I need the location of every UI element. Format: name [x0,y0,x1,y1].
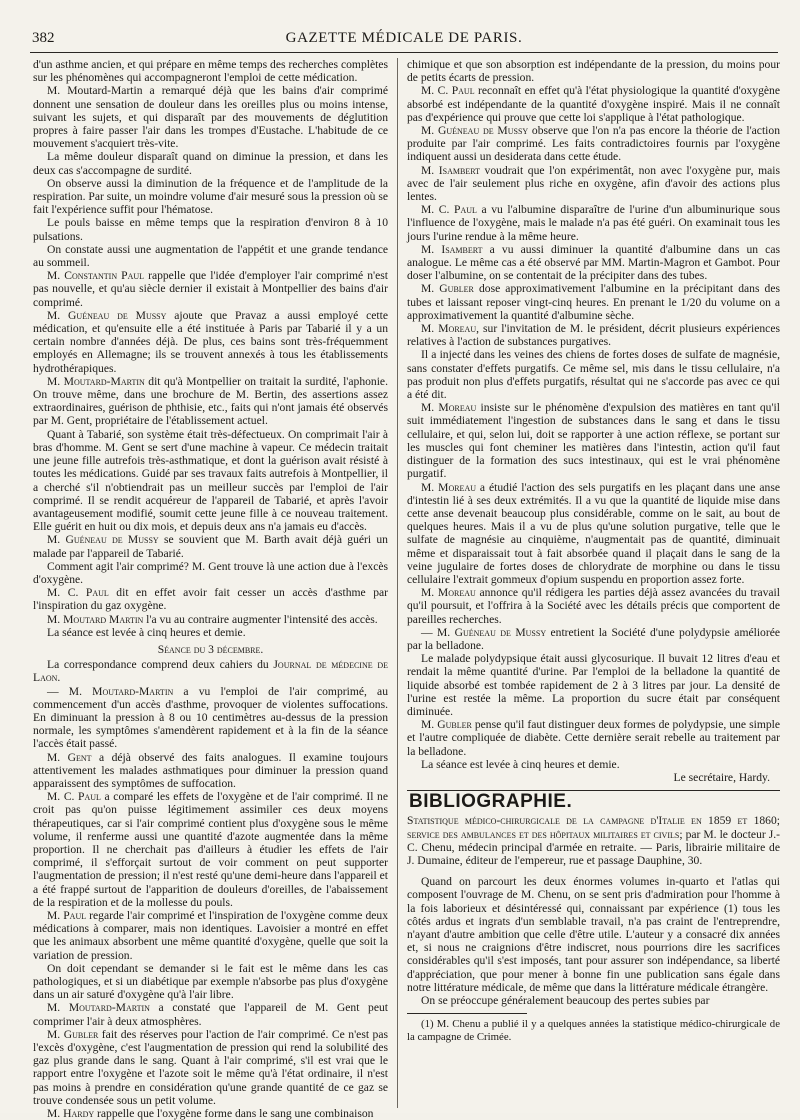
speaker-name: M. Gent [47,750,92,764]
paragraph [407,282,780,322]
speaker-name: M. Moreau [421,401,477,415]
paragraph: La séance est levée à cinq heures et demie. [421,757,620,771]
speaker-name: M. Moutard-Martin [47,1001,150,1015]
paragraph: Le pouls baisse en même temps que la respiration d'environ 8 à 10 pulsations. [33,216,388,243]
speaker-name: M. Moreau [421,322,477,336]
speaker-name: M. Constantin Paul [47,269,145,283]
speaker-name: M. Gubler [47,1027,99,1041]
header-rule [30,52,778,53]
paragraph [33,1028,388,1107]
speaker-name: M. Guéneau de Mussy [47,533,159,547]
paragraph: Comment agit l'air comprimé? M. Gent trouve là une action due à l'excès d'oxygène. [33,559,388,586]
speaker-name: M. Guéneau de Mussy [47,308,167,322]
paragraph-text: observe que l'on n'a pas encore la théorie de l'action produite par l'air comprimé. Les faits contradictoires fournis par l'oxygène indiquent aussi un desiderata dans cette étude. [407,124,780,164]
paragraph [33,1001,388,1027]
speaker-name: M. Moreau [421,586,476,600]
paragraph-text: reconnaît en effet qu'à l'état physiologique la quantité d'oxygène absorbé est indépendante de la quantité d'oxygène inspiré. Mais il ne connaît pas d'expérience qui prouve que cette loi s'applique à l'état pathologique. [407,84,780,124]
paragraph [33,658,388,684]
speaker-name: M. C. Paul [421,84,475,98]
paragraph [33,909,388,962]
paragraph-text: . [57,671,61,685]
speaker-name: M. Gubler [421,718,472,732]
speaker-name: M. Isambert [421,163,480,177]
journal-title: GAZETTE MÉDICALE DE PARIS. [285,30,523,46]
footnote-rule [407,1013,527,1014]
paragraph-text: a vu l'albumine disparaître de l'urine d'un albuminurique sous l'influence de l'oxygène, mais le malade n'a pas été guéri. On examinait tous les jours l'urine rendue à la même heure. [407,203,780,243]
paragraph-text: rappelle que l'oxygène forme dans le sang une combinaison [94,1107,374,1120]
speaker-name: M. Paul [47,909,87,922]
paragraph: chimique et que son absorption est indépendante de la pression, du moins pour de petits écarts de pression. [407,58,780,85]
paragraph [33,1107,388,1120]
paragraph [33,309,388,375]
book-details: par M. le docteur J.-C. Chenu, médecin principal d'armée en retraite. — Paris, librairie militaire de J. Dumaine, éditeur de l'empereur, rue et passage Dauphine, 30. [407,827,780,867]
paragraph [33,751,388,791]
speaker-name: — M. Guéneau de Mussy [421,625,547,639]
paragraph-text: a déjà observé des faits analogues. Il examine toujours attentivement les malades asthmatiques pour diminuer la pression quand apparaissent des symptômes de suffocation. [33,750,389,790]
paragraph-text: fait des réserves pour l'action de l'air comprimé. Ce n'est pas l'excès d'oxygène, c'est l'augmentation de pression qui rend la solubilité des gaz plus grande dans le sang. Quant à l'air comprimé, s'il est vrai que le rapport entre l'oxygène et l'azote soit le même qu'à l'état ordinaire, il n'est pas moins à prendre en considération qu'une grande quantité de ce gaz se trouve condensée sous un petit volume. [33,1027,389,1107]
paragraph: Quant à Tabarié, son système était très-défectueux. On comprimait l'air à bras d'homme. M. Gent se sert d'une machine à vapeur. Ce médecin traitait une jeune fille autrefois très-asthmatique, et dont la guérison avait résisté à toutes les médications. Guidé par ses travaux faits autrefois à Montpellier, il a cherché s'il n'obtiendrait pas un meilleur succès par l'emploi de l'air comprimé. Il se rendit acquéreur de l'appareil de Tabarié, et après l'avoir avantageusement modifié, soumit cette jeune fille à ce nouveau traitement. Elle guérit en huit ou dix mois, et depuis deux ans n'a jamais eu d'accès. [33,427,388,534]
paragraph [33,586,388,612]
right-column [407,58,780,1108]
journal-name: Journal de médecine de Laon [33,658,388,685]
paragraph [33,269,388,309]
paragraph-text: annonce qu'il rédigera les parties déjà assez avancées du travail qu'il poursuit, et l'offrira à la Société avec les détails précis que comportent de pareilles recherches. [407,586,780,626]
paragraph: M. Moutard-Martin a remarqué déjà que les bains d'air comprimé donnent une sensation de douleur dans les oreilles plus ou moins intense, suivant les sujets, et qui disparaît par des mouvements de déglutition propres à faire passer l'air dans les trompes d'Eustache. L'habitude de ce mouvement s'acquiert très-vite. [33,84,388,151]
paragraph-text: , sur l'invitation de M. le président, décrit plusieurs expériences relatives à l'action de substances purgatives. [407,322,780,349]
paragraph [33,685,388,751]
session-heading: Séance du 3 décembre. [157,642,264,656]
paragraph-text: regarde l'air comprimé et l'inspiration de l'oxygène comme deux médications à comparer, mais non identiques. Lavoisier a montré en effet que les animaux absorbent une même quantité d'oxygène, quelle que soit la variation de pression. [33,909,389,962]
speaker-name: M. Moutard Martin [47,612,144,626]
speaker-name: M. Moutard-Martin [47,374,145,388]
page-number: 382 [32,30,55,46]
speaker-name: M. C. Paul [47,586,109,600]
paragraph: On constate aussi une augmentation de l'appétit et une grande tendance au sommeil. [33,242,388,270]
paragraph: On observe aussi la diminution de la fréquence et de l'amplitude de la respiration. Par suite, un moindre volume d'air mesuré sous la pression où se fait l'expérience suffit pour l'hématose. [33,176,388,217]
speaker-name: M. Isambert [421,242,483,256]
speaker-name: M. Guéneau de Mussy [421,124,529,138]
paragraph-text: dit en effet avoir fait cesser un accès d'asthme par l'inspiration du gaz oxygène. [33,586,388,613]
paragraph: La même douleur disparaît quand on diminue la pression, et dans les deux cas s'accompagne de surdité. [33,150,388,177]
paragraph-text: a comparé les effets de l'oxygène et de l'air comprimé. Il ne croit pas qu'on puisse légitimement assimiler ces deux moyens thérapeutiques, car si l'air comprimé contient plus d'oxygène sous le même volume, il renferme aussi une quantité d'azote augmentée dans la même proportion. Il ne cherchait pas d'ailleurs à étudier les effets de l'air comprimé, il s'efforçait surtout de voir comment on peut supporter l'augmentation de pression; il n'est resté qu'une demi-heure dans l'appareil et a été frappé surtout de l'apparition de douleurs d'oreilles, de l'abaissement de la respiration et de la mollesse du pouls. [33,790,388,909]
paragraph: La séance est levée à cinq heures et demie. [47,625,246,639]
paragraph [33,613,388,626]
paragraph [407,401,780,480]
paragraph-text: l'a vu au contraire augmenter l'intensité des accès. [143,612,378,626]
section-title: BIBLIOGRAPHIE. [409,791,573,813]
paragraph-text: La correspondance comprend deux cahiers du [47,658,274,672]
speaker-name: M. Hardy [47,1107,95,1120]
paragraph-text: voudrait que l'on expérimentât, non avec l'oxygène pur, mais avec de l'air seulement plus riche en oxygène, afin d'avoir des actions plus lentes. [407,163,780,204]
paragraph: d'un asthme ancien, et qui prépare en même temps des recherches complètes sur les phénomènes qui accompagneront l'emploi de cette médication. [33,58,388,85]
paragraph: Le malade polydypsique était aussi glycosurique. Il buvait 12 litres d'eau et rendait la même quantité d'urine. Par l'emploi de la belladone la quantité de liquide absorbé est tombée rapidement de 2 à 3 litres par jour. La densité de l'urine est restée la même. La proportion du sucre était par conséquent diminuée. [407,652,780,718]
paragraph [407,124,780,164]
paragraph [407,481,780,587]
paragraph: On doit cependant se demander si le fait est le même dans les cas pathologiques, et si un diabétique par exemple n'absorbe pas plus d'oxygène dans un air saturé d'oxygène qu'à l'air libre. [33,961,388,1002]
speaker-name: M. Moreau [421,480,476,494]
paragraph-text: ajoute que Pravaz a aussi employé cette médication, et qu'ensuite elle a été instituée à Paris par Tabarié il y a un certain nombre d'années déjà. De plus, ces bains sont très-fréquemment employés en Allemagne; ils se trouvent annexés à tous les établissements hydrothérapiques. [33,308,388,375]
paragraph-text: a vu l'emploi de l'air comprimé, au commencement d'un accès d'asthme, provoquer de violentes suffocations. En diminuant la pression à 8 ou 10 centimètres au-dessus de la pression normale, les symptômes s'amendèrent rapidement et à la fin de la séance l'accès était passé. [33,684,388,751]
paragraph [407,626,780,652]
paragraph-text: a vu aussi diminuer la quantité d'albumine dans un cas analogue. Le même cas a été observé par MM. Martin-Magron et Gambot. Pour doser l'albumine, on se contentait de la précipiter dans des tubes. [407,242,780,283]
speaker-name: — M. Moutard-Martin [47,684,174,698]
paragraph-text: rappelle que l'idée d'employer l'air comprimé n'est pas nouvelle, et qu'au siècle dernier il existait à Montpellier des bains d'air comprimé. [33,269,388,309]
paragraph-text: a étudié l'action des sels purgatifs en les plaçant dans une anse d'intestin lié à ses deux extrémités. Il a vu que la quantité de liquide mise dans cette anse devenait beaucoup plus considérable, comme on le sait, au bout de quelques heures. Mais il a vu de plus qu'une solution purgative, telle que le sulfate de magnésie au cinquième, n'augmentait pas de quantité, diminuait même et disparaissait tout à fait absorbée quand il plaçait dans le sang de la veine jugulaire de fortes doses de chlorydrate de morphine ou dans le tissu cellulaire l'extrait gommeux d'opium suspendu en proportion assez forte. [407,480,780,586]
paragraph [407,164,780,204]
paragraph: On se préoccupe généralement beaucoup des pertes subies par [421,994,710,1008]
paragraph-text: se souvient que M. Barth avait déjà guéri un malade par l'appareil de Tabarié. [33,533,388,560]
left-column [33,58,389,1120]
paragraph [407,586,780,626]
paragraph [407,322,780,348]
paragraph [33,533,388,559]
paragraph [407,243,780,283]
paragraph [407,203,780,243]
footnote: (1) M. Chenu a publié il y a quelques années la statistique médico-chirurgicale de la campagne de Crimée. [407,1018,780,1043]
column-divider [397,58,398,1108]
paragraph: Il a injecté dans les veines des chiens de fortes doses de sulfate de magnésie, sans constater d'effets purgatifs. Ce même sel, mis dans le tissu cellulaire, n'a pas produit non plus d'effets purgatifs, résultat qui ne s'accorde pas avec ce qui a été dit. [407,348,780,402]
paragraph: Quand on parcourt les deux énormes volumes in-quarto et l'atlas qui composent l'ouvrage de M. Chenu, on se sent pris d'admiration pour l'homme à la fois laborieux et désintéressé qui, connaissant par expérience (1) tous les côtés ardus et ingrats d'un semblable travail, n'a pas craint de l'entreprendre, n'ayant d'autre ambition que celle d'être utile. L'auteur y a consacré dix années et, si nous ne craignions d'être indiscret, nous pourrions dire les sacrifices considérables qu'il s'est imposés, tant pour assurer son indépendance, sa liberté d'appréciation, que pour mener à bonne fin une publication sans égale dans notre littérature médicale, de même que dans la littérature médicale étrangère. [407,875,780,994]
paragraph-text: dose approximativement l'albumine en la précipitant dans des tubes et laissant reposer vingt-cinq heures. En prenant le 1/20 du volume on a approximativement la quantité d'albumine sèche. [407,282,780,322]
speaker-name: M. C. Paul [47,790,101,804]
bibliography-entry [407,814,780,867]
book-title: Statistique médico-chirurgicale de la campagne d'Italie en 1859 et 1860; service des ambulances et des hôpitaux militaires et civils; [407,814,780,841]
paragraph [33,790,388,909]
paragraph-text: a constaté que l'appareil de M. Gent peut comprimer l'air à deux atmosphères. [33,1001,388,1028]
paragraph-text: dit qu'à Montpellier on traitait la surdité, l'aphonie. On trouve même, dans une brochure de M. Bertin, des assertions assez extraordinaires, guérison de phthisie, etc., faits qui n'ont jamais été observés par M. Gent, propriétaire de l'établissement actuel. [33,374,388,428]
paragraph-text: insiste sur le phénomène d'expulsion des matières en tant qu'il suit immédiatement l'ingestion de substances dans le sang et dans le tissu cellulaire, et qui, selon lui, doit se rapporter à une action réflexe, se portant sur les muscles qui font cheminer les matières dans l'intestin, action qu'il faut distinguer de la formation des sucs intestinaux, qui est le vrai phénomène purgatif. [407,401,780,481]
paragraph [33,375,388,428]
speaker-name: M. C. Paul [421,203,477,217]
paragraph [407,718,780,758]
signature: Le secrétaire, Hardy. [673,770,770,784]
paragraph-text: entretient la Société d'une polydypsie améliorée par la belladone. [407,625,781,652]
paragraph [407,84,780,124]
paragraph-text: pense qu'il faut distinguer deux formes de polydypsie, une simple et l'autre compliquée de diabète. Cette dernière serait rebelle au traitement par la belladone. [407,718,781,758]
page-header [30,28,778,52]
speaker-name: M. Gubler [421,282,474,296]
